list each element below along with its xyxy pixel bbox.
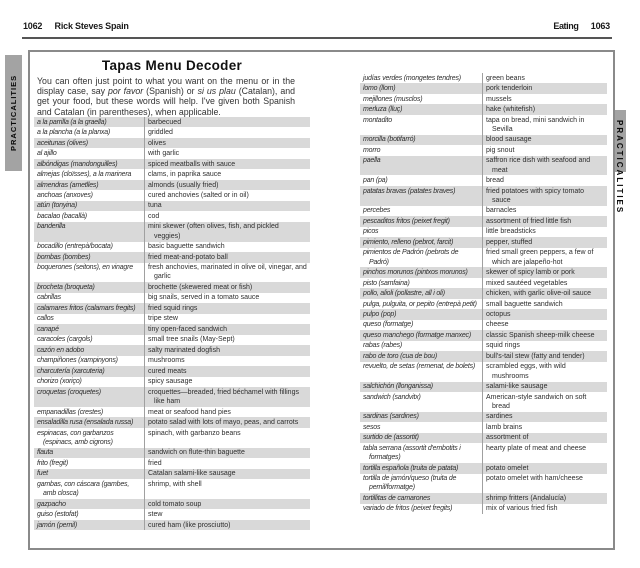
table-row xyxy=(34,222,310,242)
english-meaning: cheese xyxy=(482,320,607,330)
english-meaning: basic baguette sandwich xyxy=(144,242,310,252)
table-row xyxy=(34,211,310,221)
table-row xyxy=(360,104,607,114)
table-row xyxy=(34,377,310,387)
intro-text: (Catalan), and get your food, but these words will help. I've given both Spanish and Catalan (in parentheses), when applicable. xyxy=(37,86,295,117)
decoder-intro xyxy=(37,76,295,117)
english-meaning: chicken, with garlic olive-oil sauce xyxy=(482,288,607,298)
english-meaning: barbecued xyxy=(144,117,310,127)
spanish-term: pinchos morunos (pintxos morunos) xyxy=(363,269,468,277)
table-row xyxy=(34,448,310,458)
spanish-term: tortilla de jamón/queso (truita de pernil/formatge) xyxy=(363,475,457,492)
section-title: Eating xyxy=(553,21,579,31)
spanish-term: pisto (samfaina) xyxy=(363,279,410,287)
english-meaning: salami-like sausage xyxy=(482,382,607,392)
table-row xyxy=(360,135,607,145)
table-row xyxy=(360,216,607,226)
spanish-term: bocadillo (entrepà/bocata) xyxy=(37,243,113,251)
table-row xyxy=(34,127,310,137)
english-meaning: olives xyxy=(144,138,310,148)
english-meaning: barnacles xyxy=(482,206,607,216)
spanish-term: pimiento, relleno (pebrot, farcit) xyxy=(363,238,454,246)
english-meaning: tiny open-faced sandwich xyxy=(144,324,310,334)
english-meaning: bull's-tail stew (fatty and tender) xyxy=(482,351,607,361)
table-row xyxy=(360,443,607,463)
left-edge-tab-label: PRACTICALITIES xyxy=(9,74,18,152)
table-row xyxy=(34,303,310,313)
table-row xyxy=(360,351,607,361)
spanish-term: picos xyxy=(363,228,379,236)
spanish-term: charcutería (xarcuteria) xyxy=(37,367,105,375)
english-meaning: lamb brains xyxy=(482,422,607,432)
english-meaning: pig snout xyxy=(482,145,607,155)
spanish-term: revuelto, de setas (remenat, de bolets) xyxy=(363,363,476,371)
english-meaning: fried meat-and-potato ball xyxy=(144,252,310,262)
english-meaning: fried xyxy=(144,458,310,468)
spanish-term: bombas (bombes) xyxy=(37,253,91,261)
spanish-term: fuet xyxy=(37,470,48,478)
spanish-term: brocheta (broqueta) xyxy=(37,283,95,291)
table-row xyxy=(360,278,607,288)
english-meaning: hearty plate of meat and cheese xyxy=(482,443,607,463)
english-meaning: small tree snails (May-Sept) xyxy=(144,335,310,345)
spanish-term: ensaladilla rusa (ensalada russa) xyxy=(37,419,134,427)
spanish-term: anchoas (anxoves) xyxy=(37,191,93,199)
english-meaning: fresh anchovies, marinated in olive oil, vinegar, and garlic xyxy=(144,263,310,283)
table-row xyxy=(360,145,607,155)
table-row xyxy=(360,412,607,422)
spanish-term: tortilla española (truita de patata) xyxy=(363,464,459,472)
spanish-term: montadito xyxy=(363,116,392,124)
table-row xyxy=(34,117,310,127)
spanish-term: patatas bravas (patates braves) xyxy=(363,187,456,195)
table-row xyxy=(34,159,310,169)
spanish-term: pulga, pulguita, or pepito (entrepà petit) xyxy=(363,300,477,308)
spanish-term: flauta xyxy=(37,449,53,457)
english-meaning: squid rings xyxy=(482,341,607,351)
spanish-term: atún (tonyina) xyxy=(37,202,78,210)
english-meaning: almonds (usually fried) xyxy=(144,180,310,190)
header-rule xyxy=(22,37,612,39)
table-row xyxy=(34,169,310,179)
table-row xyxy=(34,293,310,303)
table-row xyxy=(34,201,310,211)
english-meaning: cured anchovies (salted or in oil) xyxy=(144,190,310,200)
spanish-term: bacalao (bacallà) xyxy=(37,212,87,220)
spanish-term: jamón (pernil) xyxy=(37,521,77,529)
spanish-term: tabla serrana (assortit d'embotits i formatges) xyxy=(363,444,461,462)
spanish-term: aceitunas (olives) xyxy=(37,139,88,147)
english-meaning: fried potatoes with spicy tomato sauce xyxy=(482,186,607,206)
english-meaning: mixed sautéed vegetables xyxy=(482,278,607,288)
table-row xyxy=(34,366,310,376)
spanish-term: calamares fritos (calamars fregits) xyxy=(37,304,136,312)
spanish-term: espinacas, con garbanzos (espinacs, amb cigrons) xyxy=(37,429,114,446)
left-running-head xyxy=(23,21,129,31)
intro-italic-phrase: si us plau xyxy=(197,86,236,97)
spanish-term: cabrillas xyxy=(37,294,61,302)
table-row xyxy=(360,320,607,330)
english-meaning: mushrooms xyxy=(144,356,310,366)
table-row xyxy=(360,186,607,206)
english-meaning: tapa on bread, mini sandwich in Sevilla xyxy=(482,115,607,135)
english-meaning: spiced meatballs with sauce xyxy=(144,159,310,169)
table-row xyxy=(34,282,310,292)
table-row xyxy=(360,156,607,176)
english-meaning: assortment of fried little fish xyxy=(482,216,607,226)
english-meaning: saffron rice dish with seafood and meat xyxy=(482,156,607,176)
spanish-term: pan (pa) xyxy=(363,177,388,185)
spanish-term: a la parrilla (a la graella) xyxy=(37,118,107,126)
table-row xyxy=(360,392,607,412)
english-meaning: spicy sausage xyxy=(144,377,310,387)
spanish-term: sardinas (sardines) xyxy=(363,413,419,421)
spanish-term: queso (formatge) xyxy=(363,321,414,329)
english-meaning: small baguette sandwich xyxy=(482,299,607,309)
spanish-term: tortillitas de camarones xyxy=(363,494,431,502)
table-row xyxy=(360,341,607,351)
spanish-term: gambas, con cáscara (gambes, amb closca) xyxy=(37,480,130,498)
english-meaning: potato salad with lots of mayo, peas, and carrots xyxy=(144,417,310,427)
english-meaning: tuna xyxy=(144,201,310,211)
english-meaning: griddled xyxy=(144,127,310,137)
table-row xyxy=(360,382,607,392)
english-meaning: brochette (skewered meat or fish) xyxy=(144,282,310,292)
english-meaning: hake (whitefish) xyxy=(482,104,607,114)
spanish-term: pulpo (pop) xyxy=(363,310,397,318)
table-row xyxy=(360,175,607,185)
table-row xyxy=(34,469,310,479)
spanish-term: canapé xyxy=(37,325,59,333)
intro-text: You can often just point to what you want on the menu or in the display case, say xyxy=(37,76,295,97)
table-row xyxy=(34,148,310,158)
english-meaning: fried squid rings xyxy=(144,303,310,313)
table-row xyxy=(34,509,310,519)
table-row xyxy=(360,309,607,319)
english-meaning: fried small green peppers, a few of which are jalapeño-hot xyxy=(482,248,607,268)
table-row xyxy=(34,190,310,200)
intro-text: (Spanish) or xyxy=(143,86,198,97)
intro-italic-phrase: por favor xyxy=(107,86,144,97)
english-meaning: mussels xyxy=(482,94,607,104)
table-row xyxy=(360,463,607,473)
english-meaning: cured ham (like prosciutto) xyxy=(144,520,310,530)
spanish-term: sesos xyxy=(363,423,381,431)
spanish-term: mejillones (musclos) xyxy=(363,95,423,103)
english-meaning: green beans xyxy=(482,73,607,83)
english-meaning: Catalan salami-like sausage xyxy=(144,469,310,479)
table-row xyxy=(34,345,310,355)
spanish-term: pescaditos fritos (peixet fregit) xyxy=(363,217,450,225)
spanish-term: variado de fritos (peixet fregits) xyxy=(363,505,453,513)
english-meaning: assortment of xyxy=(482,433,607,443)
spanish-term: surtido de (assortit) xyxy=(363,434,419,442)
table-row xyxy=(34,458,310,468)
table-row xyxy=(360,115,607,135)
table-row xyxy=(34,499,310,509)
table-row xyxy=(34,252,310,262)
spanish-term: banderilla xyxy=(37,223,66,231)
spanish-term: paella xyxy=(363,157,381,165)
table-row xyxy=(360,288,607,298)
table-row xyxy=(360,362,607,382)
spanish-term: salchichón (llonganissa) xyxy=(363,383,433,391)
table-row xyxy=(360,206,607,216)
english-meaning: cod xyxy=(144,211,310,221)
spanish-term: almendras (ametlles) xyxy=(37,181,99,189)
english-meaning: tripe stew xyxy=(144,314,310,324)
left-page-number: 1062 xyxy=(23,21,43,31)
spanish-term: cazón en adobo xyxy=(37,346,85,354)
spanish-term: callos xyxy=(37,315,54,323)
english-meaning: sandwich on flute-thin baguette xyxy=(144,448,310,458)
english-meaning: shrimp, with shell xyxy=(144,479,310,499)
table-row xyxy=(34,180,310,190)
english-meaning: American-style sandwich on soft bread xyxy=(482,392,607,412)
spanish-term: pollo, alioli (pollastre, all i oli) xyxy=(363,290,445,298)
glossary-table-right-column xyxy=(360,73,607,514)
spanish-term: morcilla (botifarró) xyxy=(363,136,416,144)
right-page-number: 1063 xyxy=(590,21,610,31)
decoder-title: Tapas Menu Decoder xyxy=(101,58,243,73)
spanish-term: sandwich (sandvitx) xyxy=(363,393,421,401)
right-edge-tab-label: PRACTICALITIES xyxy=(615,119,624,215)
table-row xyxy=(34,479,310,499)
table-row xyxy=(360,267,607,277)
english-meaning: potato omelet with ham/cheese xyxy=(482,474,607,494)
english-meaning: shrimp fritters (Andalucía) xyxy=(482,493,607,503)
table-row xyxy=(34,335,310,345)
spanish-term: lomo (llom) xyxy=(363,85,396,93)
spanish-term: merluza (lluç) xyxy=(363,106,403,114)
table-row xyxy=(360,433,607,443)
spanish-term: percebes xyxy=(363,207,391,215)
spanish-term: caracoles (cargols) xyxy=(37,336,93,344)
spanish-term: morro xyxy=(363,146,381,154)
table-row xyxy=(34,428,310,448)
spanish-term: al ajillo xyxy=(37,150,57,158)
spanish-term: rabas (rabes) xyxy=(363,342,403,350)
table-row xyxy=(34,387,310,407)
table-row xyxy=(360,94,607,104)
spanish-term: almejas (cloïsses), a la marinera xyxy=(37,171,132,179)
english-meaning: bread xyxy=(482,175,607,185)
table-row xyxy=(360,83,607,93)
table-row xyxy=(360,248,607,268)
english-meaning: mini skewer (often olives, fish, and pickled veggies) xyxy=(144,222,310,242)
english-meaning: big snails, served in a tomato sauce xyxy=(144,293,310,303)
right-running-head xyxy=(553,21,610,31)
english-meaning: scrambled eggs, with wild mushrooms xyxy=(482,362,607,382)
table-row xyxy=(34,356,310,366)
table-row xyxy=(34,324,310,334)
spanish-term: champiñones (xampinyons) xyxy=(37,357,118,365)
spanish-term: albóndigas (mandonguilles) xyxy=(37,160,118,168)
table-row xyxy=(34,138,310,148)
tapas-decoder-box xyxy=(28,50,615,550)
english-meaning: cold tomato soup xyxy=(144,499,310,509)
table-row xyxy=(34,242,310,252)
english-meaning: croquettes—breaded, fried béchamel with fillings like ham xyxy=(144,387,310,407)
english-meaning: blood sausage xyxy=(482,135,607,145)
table-row xyxy=(360,474,607,494)
spanish-term: pimientos de Padrón (pebrots de Padró) xyxy=(363,249,459,266)
table-row xyxy=(360,504,607,514)
english-meaning: meat or seafood hand pies xyxy=(144,407,310,417)
spanish-term: empanadillas (crestes) xyxy=(37,408,104,416)
glossary-table-left-column xyxy=(34,117,310,530)
english-meaning: cured meats xyxy=(144,366,310,376)
spanish-term: frito (fregit) xyxy=(37,459,69,467)
english-meaning: little breadsticks xyxy=(482,227,607,237)
english-meaning: octopus xyxy=(482,309,607,319)
english-meaning: clams, in paprika sauce xyxy=(144,169,310,179)
table-row xyxy=(360,422,607,432)
table-row xyxy=(360,299,607,309)
book-title: Rick Steves Spain xyxy=(54,21,129,31)
english-meaning: mix of various fried fish xyxy=(482,504,607,514)
table-row xyxy=(360,237,607,247)
table-row xyxy=(360,227,607,237)
spanish-term: rabo de toro (cua de bou) xyxy=(363,352,437,360)
spanish-term: gazpacho xyxy=(37,500,66,508)
table-row xyxy=(34,407,310,417)
english-meaning: salty marinated dogfish xyxy=(144,345,310,355)
table-row xyxy=(34,314,310,324)
english-meaning: classic Spanish sheep-milk cheese xyxy=(482,330,607,340)
english-meaning: with garlic xyxy=(144,148,310,158)
spanish-term: guiso (estofat) xyxy=(37,511,79,519)
english-meaning: potato omelet xyxy=(482,463,607,473)
english-meaning: pork tenderloin xyxy=(482,83,607,93)
english-meaning: pepper, stuffed xyxy=(482,237,607,247)
spanish-term: chorizo (xoriço) xyxy=(37,378,82,386)
english-meaning: spinach, with garbanzo beans xyxy=(144,428,310,448)
english-meaning: sardines xyxy=(482,412,607,422)
table-row xyxy=(360,330,607,340)
table-row xyxy=(34,417,310,427)
spanish-term: a la plancha (a la planxa) xyxy=(37,129,111,137)
spanish-term: queso manchego (formatge manxec) xyxy=(363,331,471,339)
table-row xyxy=(34,263,310,283)
spanish-term: croquetas (croquetes) xyxy=(37,388,101,396)
table-row xyxy=(360,73,607,83)
table-row xyxy=(360,493,607,503)
english-meaning: stew xyxy=(144,509,310,519)
spanish-term: judías verdes (mongetes tendres) xyxy=(363,74,461,82)
spanish-term: boquerones (seitons), en vinagre xyxy=(37,264,133,272)
table-row xyxy=(34,520,310,530)
english-meaning: skewer of spicy lamb or pork xyxy=(482,267,607,277)
